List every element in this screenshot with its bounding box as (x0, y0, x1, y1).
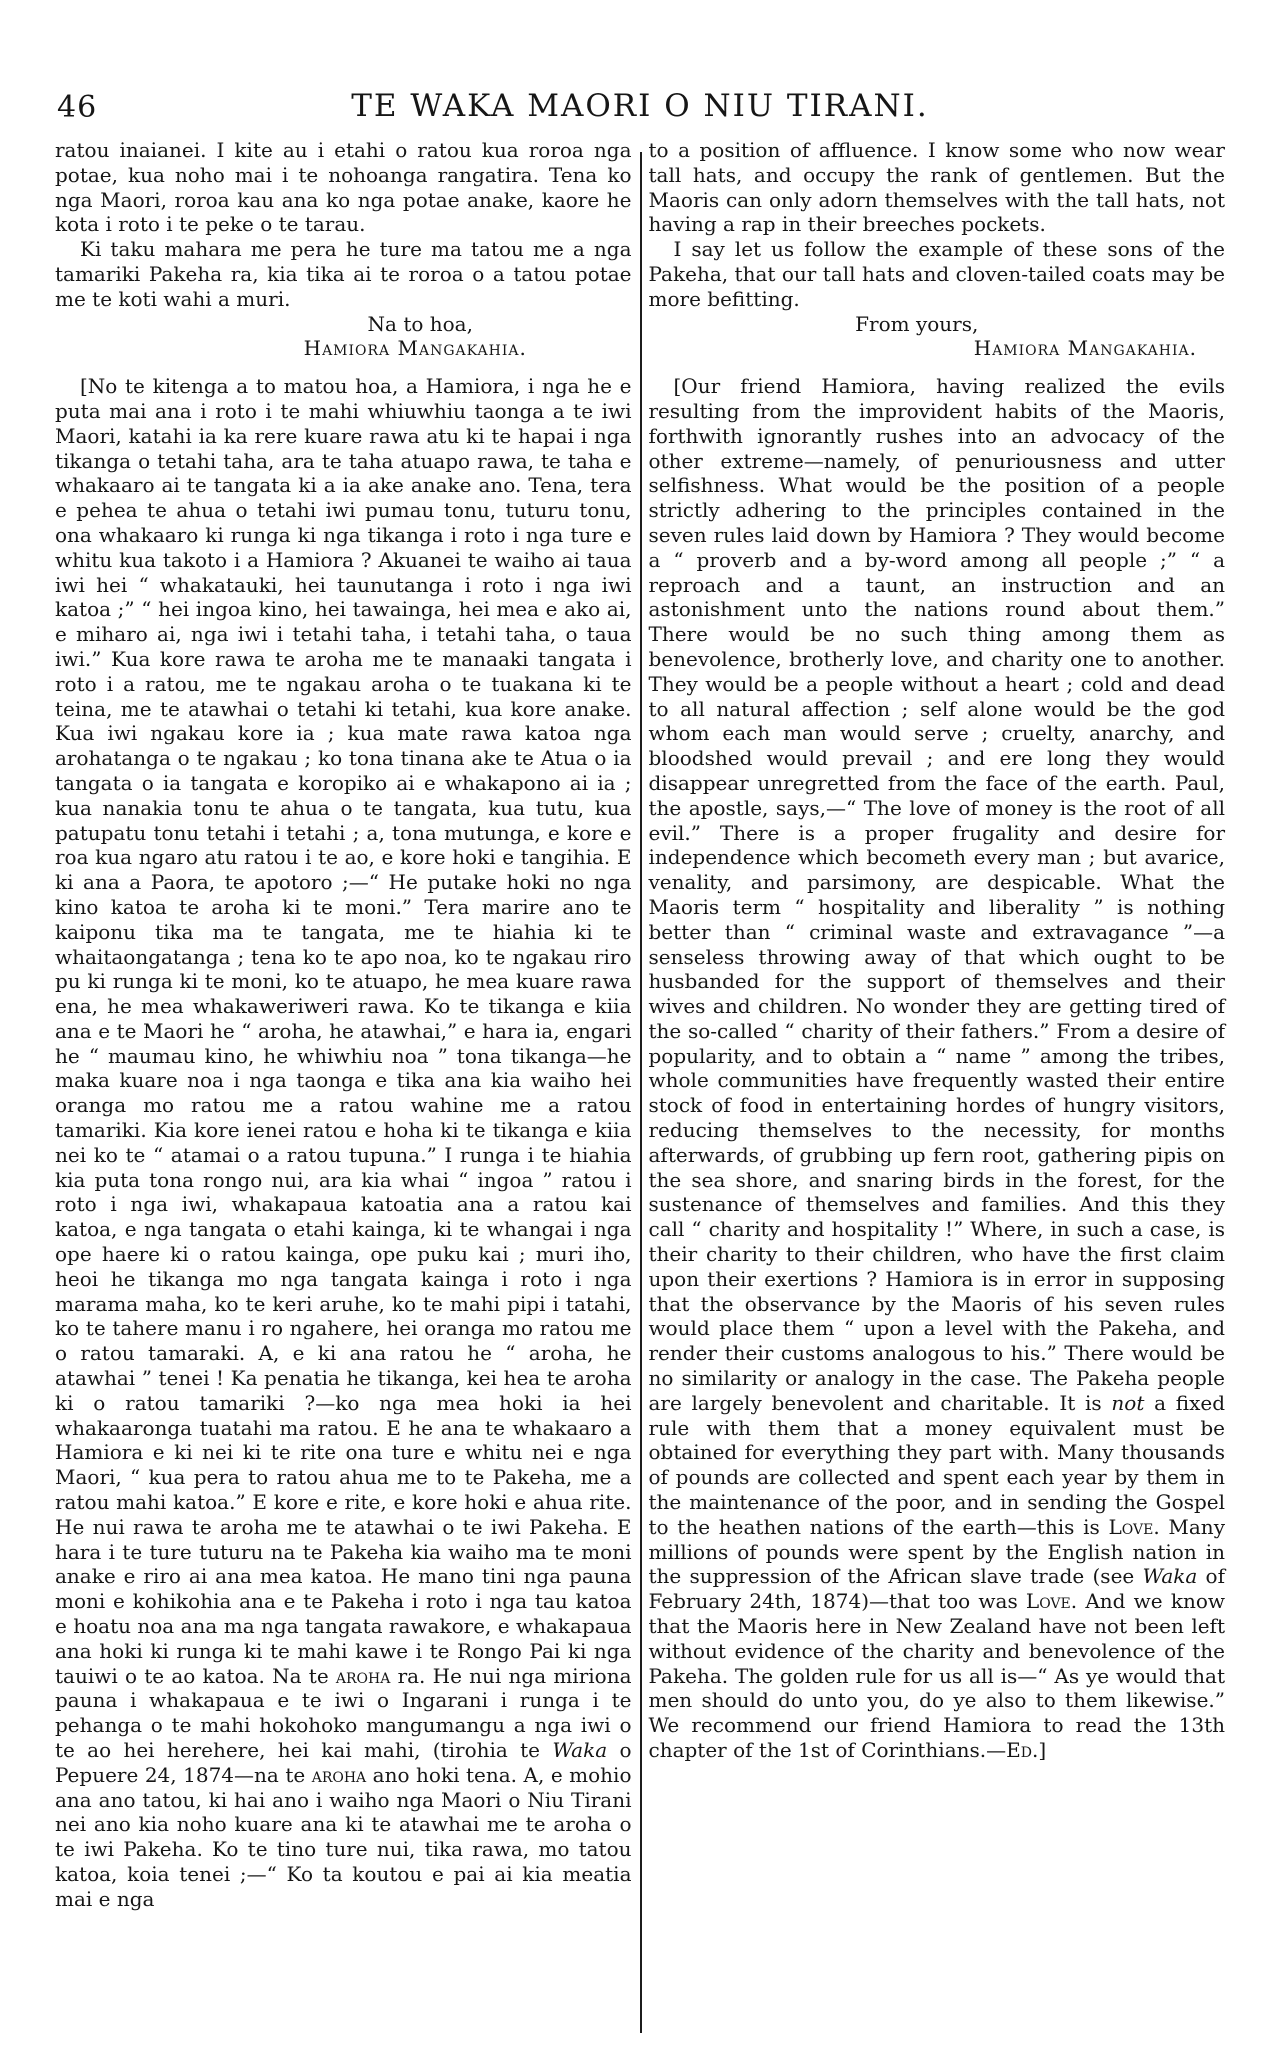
small-caps-text: aroha (335, 1663, 391, 1688)
text-run: I say let us follow the example of these sons of the Pakeha, that our tall hats and cloven-tailed coats may be more befitting. (648, 237, 1225, 311)
paragraph (649, 237, 1226, 311)
column-divider (640, 152, 642, 2033)
text-run: ] (1038, 1738, 1047, 1762)
left-column (55, 138, 634, 2043)
text-run: to a position of affluence. I know some who now wear tall hats, and occupy the rank of gentlemen. But the Maoris can only adorn themselves with the tall hats, not having a rap in their breeches pockets. (648, 138, 1225, 237)
text-run: ra. He nui nga miriona pauna i whakapaua e te iwi o Ingarani i runga i te pehanga o te mahi hokohoko mangumangu a nga iwi o te ao hei herehere, hei kai mahi, (tirohia te (55, 1663, 632, 1762)
page-number: 46 (57, 90, 98, 125)
small-caps-text: Ed. (1006, 1738, 1039, 1762)
page-title: TE WAKA MAORI O NIU TIRANI. (351, 88, 929, 124)
signature-text: Hamiora Mangakahia. (973, 336, 1197, 361)
paragraph (649, 374, 1226, 1763)
valediction-text: From yours, (855, 311, 979, 336)
valediction (55, 312, 632, 337)
italic-text: Waka (552, 1738, 608, 1762)
paragraph (55, 374, 632, 1911)
italic-text: Waka (1142, 1564, 1198, 1589)
valediction-text: Na to hoa, (367, 311, 473, 336)
text-run: [Our friend Hamiora, having realized the evils resulting from the improvident habits of the Maoris, forthwith ignorantly rushes into an advocacy of the other extreme—namely, of penuriousness and utter selfishness. What would be the position of a people strictly adhering to the principles contained in the seven rules laid down by Hamiora ? They would become a “ proverb and a by-word among all people ;” “ a reproach and a taunt, an instruction and an astonishment unto the nations round about them.” There would be no such thing among them as benevolence, brotherly love, and charity one to another. They would be a people without a heart ; cold and dead to all natural affection ; self alone would be the god whom each man would serve ; cruelty, anarchy, and bloodshed would prevail ; and ere long they would disappear unregretted from the face of the earth. Paul, the apostle, says,—“ The love of money is the root of all evil.” There is a proper frugality and desire for independence which becometh every man ; but avarice, venality, and parsimony, are despicable. What the Maoris term “ hospitality and liberality ” is nothing better than “ criminal waste and extravagance ”—a senseless throwing away of that which ought to be husbanded for the support of themselves and their wives and children. No wonder they are getting tired of the so-called “ charity of their fathers.” From a desire of popularity, and to obtain a “ name ” among the tribes, whole communities have frequently wasted their entire stock of food in entertaining hordes of hungry visitors, reducing themselves to the necessity, for months afterwards, of grubbing up fern root, gathering pipis on the sea shore, and snaring birds in the forest, for the sustenance of themselves and families. And this they call “ charity and hospitality !” Where, in such a case, is their charity to their children, who have the first claim upon their exertions ? Hamiora is in error in supposing that the observance by the Maoris of his seven rules would place them “ upon a level with the Pakeha, and render their customs analogous to his.” There would be no similarity or analogy in the case. The Pakeha people are largely benevolent and charitable. It is (648, 374, 1225, 1415)
text-run: o Pepuere 24, 1874—na te (55, 1738, 632, 1787)
text-run: . Many millions of pounds were spent by the English nation in the suppression of the African slave trade (see (648, 1514, 1225, 1589)
paragraph (55, 138, 632, 237)
page-header (0, 88, 1280, 132)
signature-text: Hamiora Mangakahia. (303, 336, 527, 361)
text-run: [No te kitenga a to matou hoa, a Hamiora, i nga he e puta mai ana i roto i te mahi whiuwhiu taonga a te iwi Maori, katahi ia ka rere kuare rawa atu ki te hapai i nga tikanga o tetahi taha, ara te taha atuapo rawa, te taha e whakaaro ai te tangata ki a ia ake anake ano. Tena, tera e pehea te ahua o tetahi iwi pumau tonu, tuturu tonu, ona whakaaro ki runga ki nga tikanga i roto i nga ture e whitu kua takoto i a Hamiora ? Akuanei te waiho ai taua iwi hei “ whakatauki, hei taunutanga i roto i nga iwi katoa ;” “ hei ingoa kino, hei tawainga, hei mea e ako ai, e miharo ai, nga iwi i tetahi taha, i tetahi taha, o taua iwi.” Kua kore rawa te aroha me te manaaki tangata i roto i a ratou, me te ngakau aroha o te tuakana ki te teina, me te atawhai o tetahi ki tetahi, kua kore anake. Kua iwi ngakau kore ia ; kua mate rawa katoa nga arohatanga o te ngakau ; ko tona tinana ake te Atua o ia tangata o ia tangata e koropiko ai e whakapono ai ia ; kua nanakia tonu te ahua o te tangata, kua tutu, kua patupatu tonu tetahi i tetahi ; a, tona mutunga, e kore e roa kua ngaro atu ratou i te ao, e kore hoki e tangihia. E ki ana a Paora, te apotoro ;—“ He putake hoki no nga kino katoa te aroha ki te moni.” Tera marire ano te kaiponu tika ma te tangata, me te hiahia ki te whaitaongatanga ; tena ko te apo noa, ko te ngakau riro pu ki runga ki te moni, ko te atuapo, he mea kuare rawa ena, he mea whakaweriweri rawa. Ko te tikanga e kiia ana e te Maori he “ aroha, he atawhai,” e hara ia, engari he “ maumau kino, he whiwhiu noa ” tona tikanga—he maka kuare noa i nga taonga e tika ana kia waiho hei oranga mo ratou me a ratou wahine me a ratou tamariki. Kia kore ienei ratou e hoha ki te tikanga e kiia nei ko te “ atamai o a ratou tupuna.” I runga i te hiahia kia puta tona rongo nui, ara kia whai “ ingoa ” ratou i roto i nga iwi, whakapaua katoatia ana a ratou kai katoa, e nga tangata o etahi kainga, ki te whangai i nga ope haere ki o ratou kainga, ope puku kai ; muri iho, heoi he tikanga mo nga tangata kainga i roto i nga marama maha, ko te keri aruhe, ko te mahi pipi i tatahi, ko te tahere manu i ro ngahere, hei oranga mo ratou me o ratou tamaraki. A, e ki ana ratou he “ aroha, he atawhai ” tenei ! Ka penatia he tikanga, kei hea te aroha ki o ratou tamariki ?—ko nga mea hoki ia hei whakaaronga tuatahi ma ratou. E he ana te whakaaro a Hamiora e ki nei ki te rite ona ture e whitu nei e nga Maori, “ kua pera to ratou ahua me to te Pakeha, me a ratou mahi katoa.” E kore e rite, e kore hoki e ahua rite. He nui rawa te aroha me te atawhai o te iwi Pakeha. E hara i te ture tuturu na te Pakeha kia waiho ma te moni anake e riro ai ana mea katoa. He mano tini nga pauna moni e kohikohia ana e te Pakeha i roto i nga tau katoa e hoatu noa ana ma nga tangata rawakore, e whakapaua ana hoki ki runga ki te mahi kawe i te Rongo Pai ki nga tauiwi o te ao katoa. Na te (55, 374, 632, 1688)
text-run: Ki taku mahara me pera he ture ma tatou me a nga tamariki Pakeha ra, kia tika ai te roroa o a tatou potae me te koti wahi a muri. (55, 237, 632, 311)
text-columns (55, 138, 1225, 2043)
right-column (647, 138, 1226, 2043)
paragraph (649, 138, 1226, 237)
text-run: a fixed rule with them that a money equivalent must be obtained for everything they part with. Many thousands of pounds are collected and spent each year by them in the maintenance of the poor, and in sending the Gospel to the heathen nations of the earth—this is (648, 1390, 1226, 1539)
valediction (649, 312, 1226, 337)
paragraph (55, 237, 632, 311)
text-run: ano hoki tena. A, e mohio ana ano tatou, ki hai ano i waiho nga Maori o Niu Tirani nei ano kia noho kuare ana ki te atawhai me te aroha o te iwi Pakeha. Ko te tino ture nui, tika rawa, mo tatou katoa, koia tenei ;—“ Ko ta koutou e pai ai kia meatia mai e nga (55, 1762, 632, 1911)
small-caps-text: aroha (311, 1762, 367, 1787)
text-run: ratou inaianei. I kite au i etahi o ratou kua roroa nga potae, kua noho mai i te nohoanga rangatira. Tena ko nga Maori, roroa kau ana ko nga potae anake, kaore he kota i roto i te peke o te tarau. (55, 138, 632, 237)
signature (649, 336, 1226, 361)
signature (55, 336, 632, 361)
text-run: of February 24th, 1874)—that too was (648, 1564, 1225, 1614)
small-caps-text: Love (1108, 1514, 1154, 1539)
italic-text: not (1111, 1390, 1145, 1415)
text-run: . And we know that the Maoris here in New Zealand have not been left without evidence of the charity and benevolence of the Pakeha. The golden rule for us all is—“ As ye would that men should do unto you, do ye also to them likewise.” We recommend our friend Hamiora to read the 13th chapter of the 1st of Corinthians.— (648, 1589, 1225, 1762)
small-caps-text: Love (1025, 1589, 1071, 1614)
